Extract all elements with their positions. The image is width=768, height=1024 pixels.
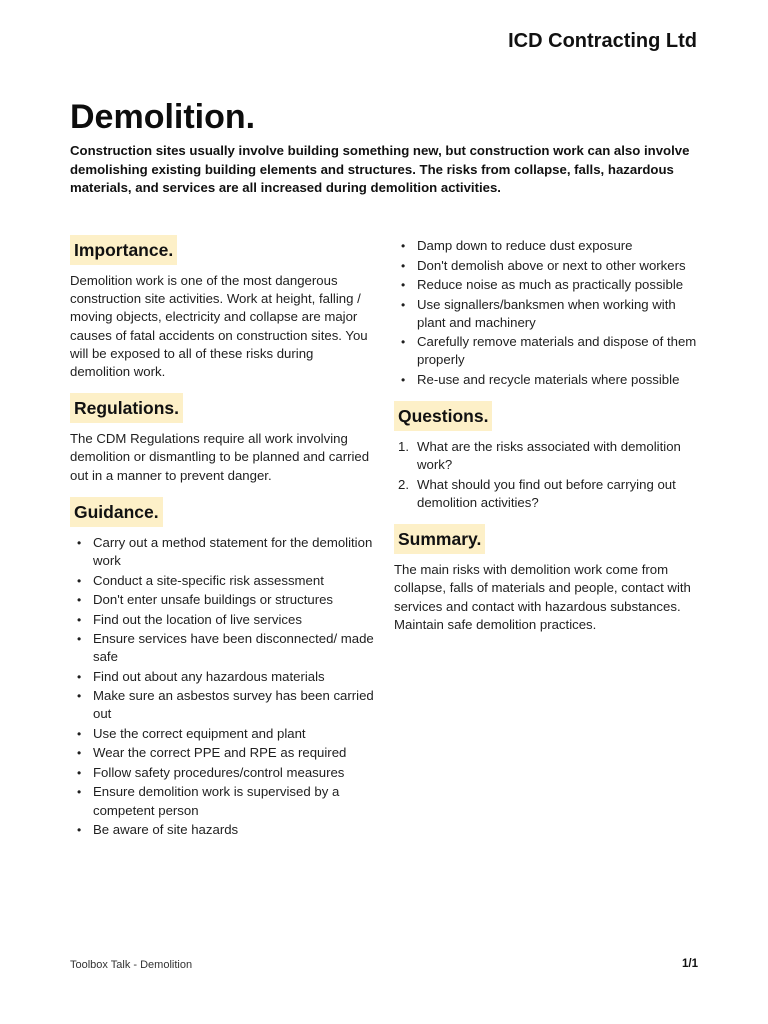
importance-heading: Importance. [70,235,177,265]
list-item [70,725,375,743]
bullet-icon: • [77,632,82,647]
list-item [394,476,704,512]
page-title: Demolition. [70,98,256,136]
list-item [70,687,375,723]
regulations-heading: Regulations. [70,393,183,423]
list-item [70,611,375,629]
guidance-item-text: Don't enter unsafe buildings or structures [93,592,334,608]
bullet-icon: • [77,765,82,780]
guidance-item-text: Follow safety procedures/control measures [93,764,345,780]
summary-heading: Summary. [394,524,485,554]
list-item [70,744,375,762]
guidance-item-text: Carefully remove materials and dispose of them properly [417,334,697,368]
bullet-icon: • [401,258,406,273]
guidance-item-text: Make sure an asbestos survey has been carried out [93,688,374,722]
list-item [394,276,704,294]
regulations-text: The CDM Regulations require all work involving demolition or dismantling to be planned and carried out in a manner to prevent danger. [70,431,370,483]
question-text: What are the risks associated with demolition work? [417,439,681,473]
guidance-list-continued [394,237,704,389]
page-number: 1/1 [682,958,698,970]
bullet-icon: • [401,335,406,350]
guidance-item-text: Damp down to reduce dust exposure [417,238,633,253]
list-item [70,534,375,570]
list-item [70,591,375,609]
guidance-item-text: Reduce noise as much as practically possible [417,277,684,292]
list-item [70,821,375,839]
bullet-icon: • [77,746,82,761]
summary-text: The main risks with demolition work come from collapse, falls of materials and people, contact with services and contact with hazardous substances. Maintain safe demolition practices. [394,562,691,632]
guidance-item-text: Be aware of site hazards [93,822,239,838]
bullet-icon: • [401,278,406,292]
list-item [70,764,375,782]
bullet-icon: • [77,593,82,608]
bullet-icon: • [401,297,406,312]
bullet-icon: • [77,535,82,550]
question-text: What should you find out before carrying out demolition activities? [417,476,676,511]
list-item [394,237,704,255]
guidance-item-text: Wear the correct PPE and RPE as required [93,745,347,761]
list-item [70,572,375,590]
bullet-icon: • [77,689,82,704]
list-item [394,257,704,275]
list-item [70,783,375,819]
bullet-icon: • [401,372,406,387]
guidance-item-text: Use the correct equipment and plant [93,725,306,741]
guidance-item-text: Carry out a method statement for the demolition work [93,534,373,569]
list-item [394,296,704,332]
bullet-icon: • [401,239,406,253]
left-column [70,235,375,851]
intro-paragraph: Construction sites usually involve building something new, but construction work can also involve demolishing existing building elements and structures. The risks from collapse, falls, hazardous materials, and services are all increased during demolition activities. [70,143,690,195]
guidance-item-text: Ensure demolition work is supervised by a competent person [93,784,340,818]
list-item [394,371,704,389]
bullet-icon: • [77,612,82,627]
company-name: ICD Contracting Ltd [508,30,697,52]
bullet-icon: • [77,823,82,838]
guidance-list [70,534,375,840]
guidance-item-text: Don't demolish above or next to other workers [417,257,686,273]
bullet-icon: • [77,573,82,588]
footer-label: Toolbox Talk - Demolition [70,959,193,971]
right-column [394,237,704,646]
guidance-item-text: Find out the location of live services [93,611,302,627]
list-item [70,630,375,666]
bullet-icon: • [77,726,82,741]
list-item [70,668,375,686]
questions-heading: Questions. [394,401,492,431]
list-item [394,438,704,474]
question-number: 1. [398,439,409,455]
guidance-item-text: Find out about any hazardous materials [93,668,325,684]
list-item [394,333,704,369]
guidance-item-text: Conduct a site-specific risk assessment [93,572,324,588]
guidance-item-text: Ensure services have been disconnected/ made safe [93,631,374,665]
guidance-item-text: Re-use and recycle materials where possible [417,371,680,387]
question-number: 2. [398,476,409,492]
questions-list [394,438,704,512]
bullet-icon: • [77,785,82,800]
guidance-item-text: Use signallers/banksmen when working with plant and machinery [417,296,676,330]
guidance-heading: Guidance. [70,497,163,527]
bullet-icon: • [77,669,82,684]
importance-text: Demolition work is one of the most dangerous construction site activities. Work at height, falling / moving objects, electricity and collapse are major causes of fatal accidents on construction sites. You will be exposed to all of these risks during demolition work. [70,273,368,380]
